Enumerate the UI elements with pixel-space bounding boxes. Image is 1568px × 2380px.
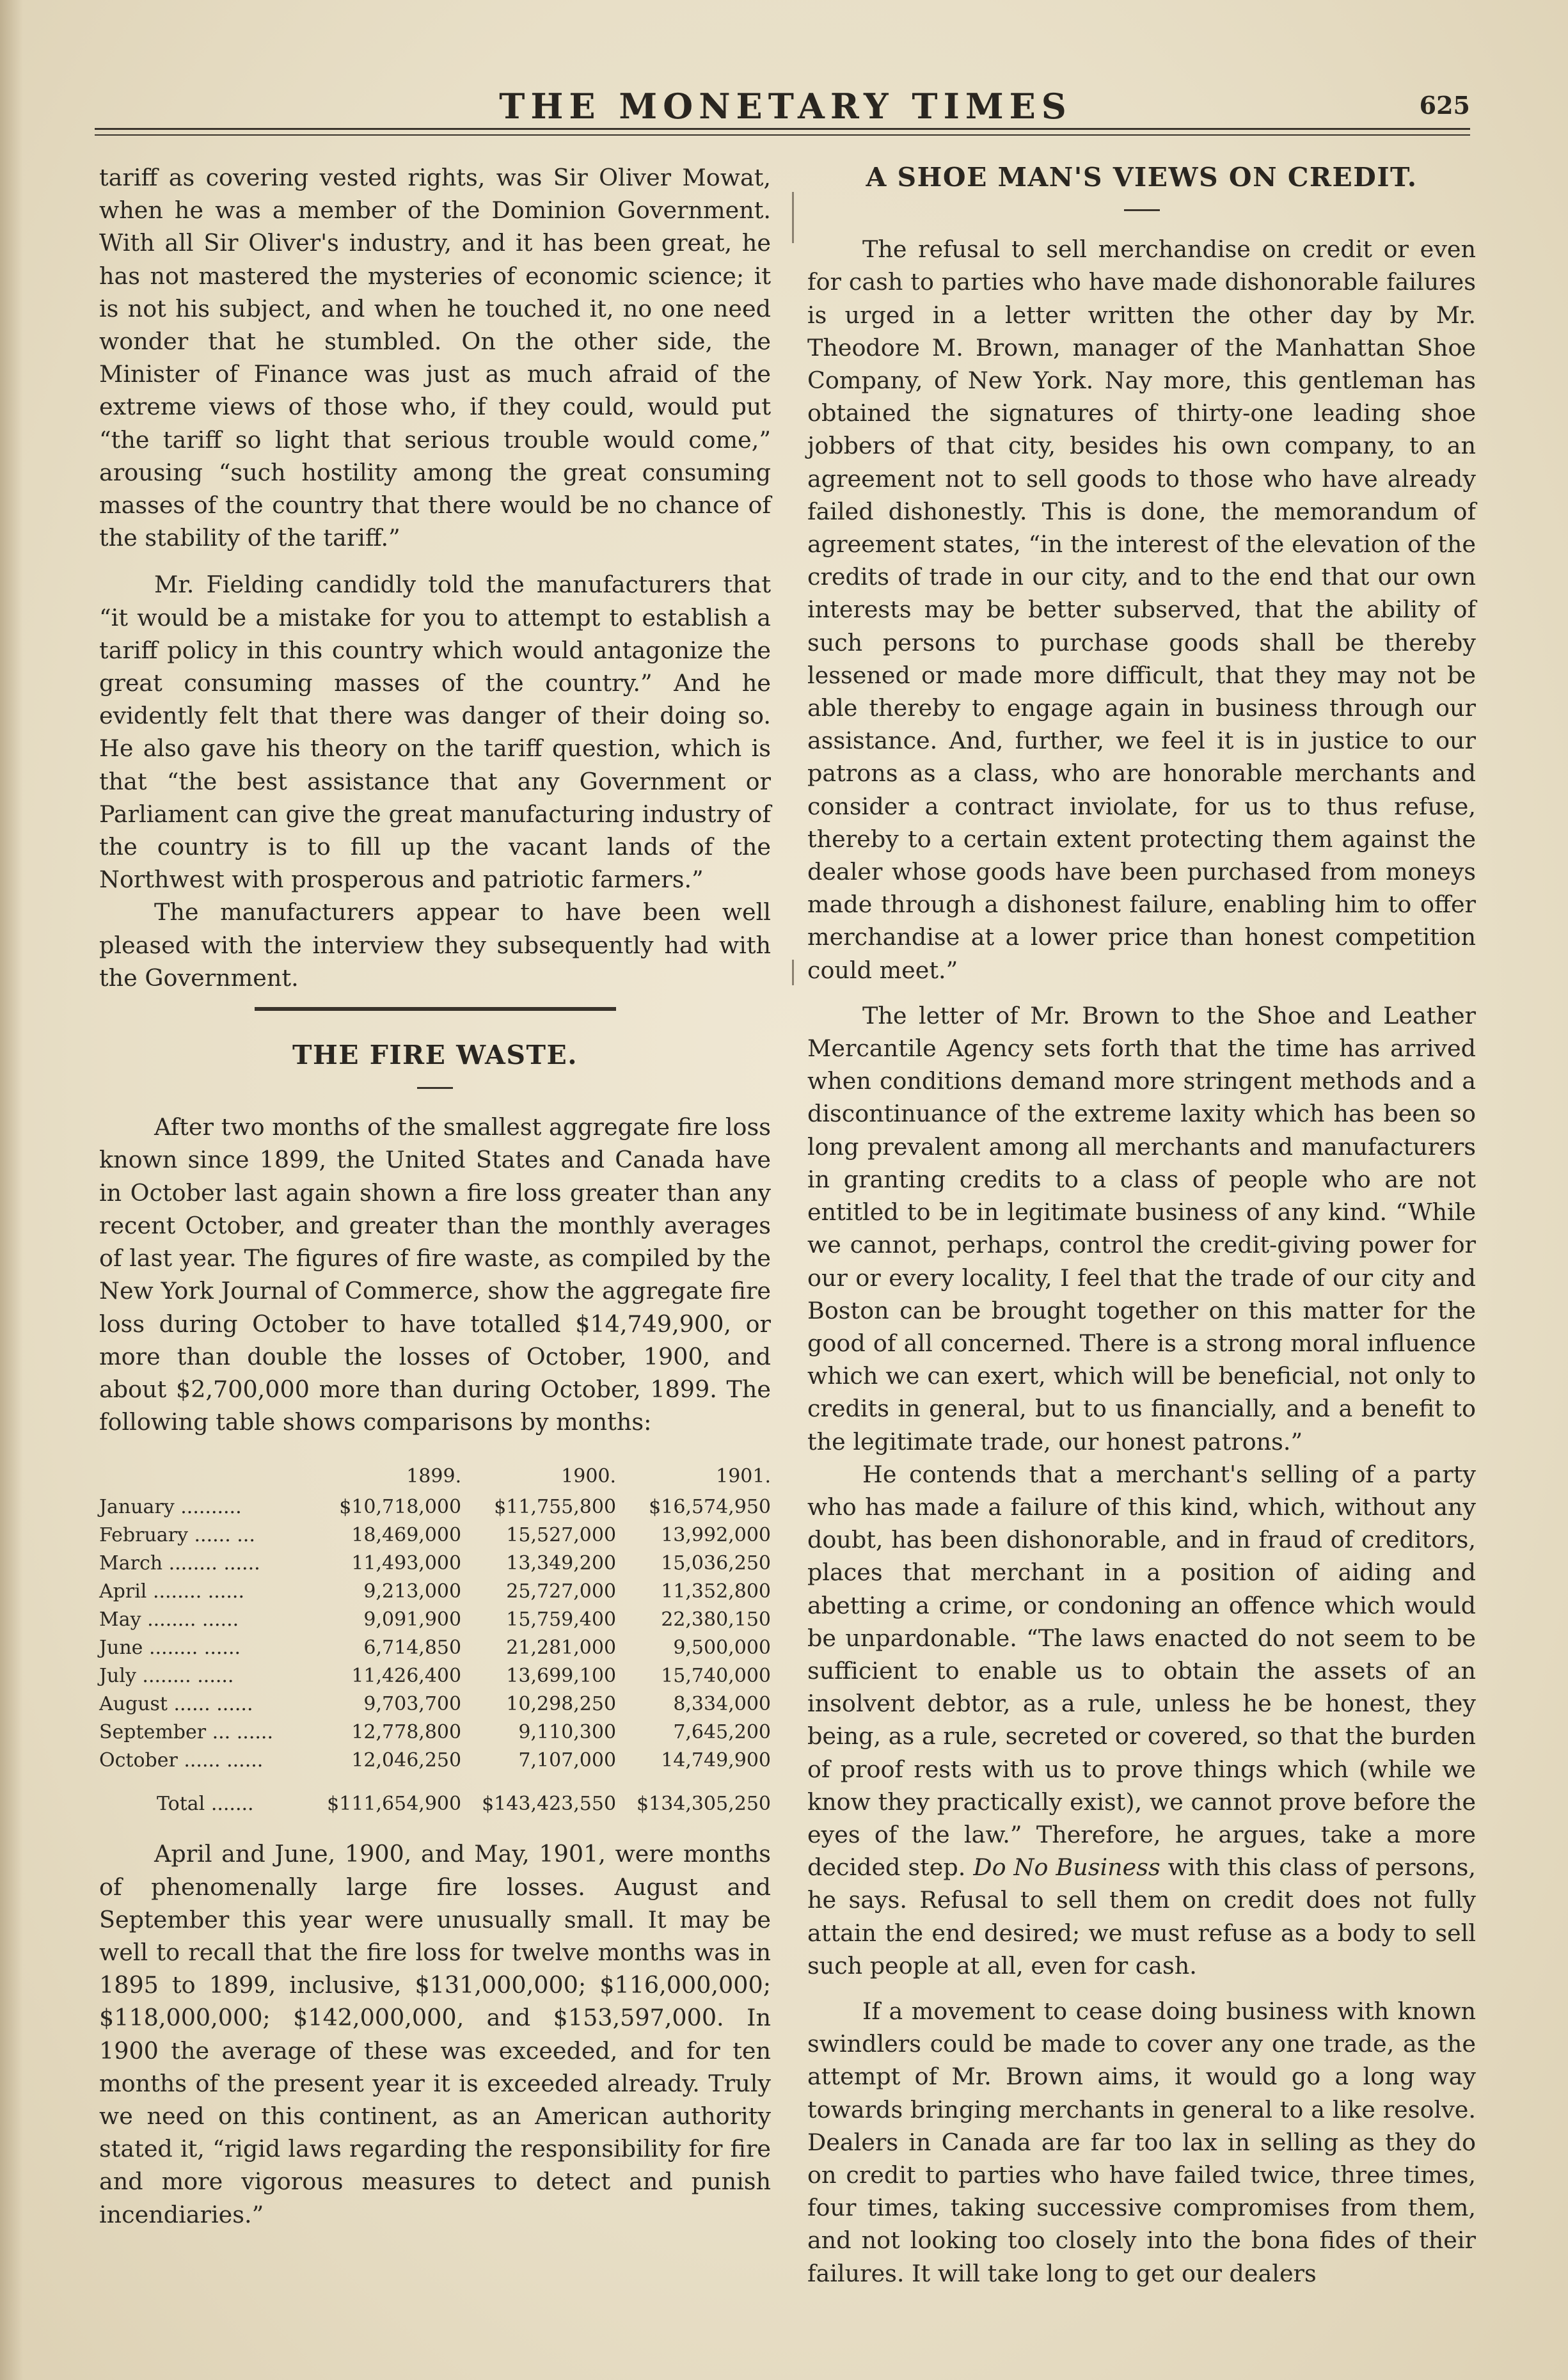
table-row <box>99 1634 771 1662</box>
page-header <box>95 84 1470 127</box>
year-header: 1899. <box>406 1465 462 1488</box>
table-row <box>99 1493 771 1521</box>
fire-waste-heading: THE FIRE WASTE. <box>292 1040 578 1071</box>
value-1901: $16,574,950 <box>649 1496 771 1519</box>
month-cell <box>99 1690 327 1718</box>
value-1901: 15,036,250 <box>661 1552 771 1575</box>
dot-leader: ........ ...... <box>162 1552 260 1575</box>
shoe-paragraph-4: If a movement to cease doing business with known swindlers could be made to cover any one trade, as the attempt of Mr. Brown aims, it would go a long way towards bringing merchants in general to a like resolve. Dealers in Canada are far too lax in selling as they do on credit to parties who have failed twice, three times, four times, taking successive compromises from them, and not looking too closely into the bona fides of their failures. It will take long to get our dealers <box>807 1997 1476 2287</box>
total-leader: ....... <box>205 1793 254 1816</box>
column-divider-mark <box>792 960 794 985</box>
month-label: March <box>99 1552 163 1575</box>
value-1900: 13,349,200 <box>506 1552 617 1575</box>
value-1900: 15,527,000 <box>506 1524 617 1547</box>
fire-loss-table <box>99 1463 771 1818</box>
value-1900: 21,281,000 <box>506 1637 617 1660</box>
value-1900: 7,107,000 <box>518 1749 617 1772</box>
month-cell <box>99 1634 327 1662</box>
manufacturers-paragraph: The manufacturers appear to have been well pleased with the interview they subsequently had with the Government. <box>99 898 771 992</box>
dot-leader: ...... ...... <box>177 1749 264 1772</box>
month-cell <box>99 1493 327 1521</box>
page-edge-shadow <box>0 0 23 2380</box>
dot-leader: ........ ...... <box>141 1608 239 1631</box>
value-1899: 6,714,850 <box>363 1637 462 1660</box>
total-1899: $111,654,900 <box>327 1793 462 1816</box>
shoe-paragraph-2: The letter of Mr. Brown to the Shoe and Leather Mercantile Agency sets forth that the time has arrived when conditions demand more stringent methods and a discontinuance of the extreme laxity which has been so long prevalent among all merchants and manufacturers in granting credits to a class of people who are not entitled to be in legitimate business of any kind. “While we cannot, perhaps, control the credit-giving power for our or every locality, I feel that the trade of our city and Boston can be brought together on this matter for the good of all concerned. There is a strong moral influence which we can exert, which will be beneficial, not only to credits in general, but to us financially, and a benefit to the legitimate trade, our honest patrons.” <box>807 1001 1476 1456</box>
table-row <box>99 1662 771 1690</box>
heading-dash <box>1124 209 1160 211</box>
value-1899: 9,091,900 <box>363 1608 462 1631</box>
shoe-credit-heading: A SHOE MAN'S VIEWS ON CREDIT. <box>866 162 1418 193</box>
do-no-business-phrase: Do No Business <box>973 1853 1160 1882</box>
table-row <box>99 1606 771 1634</box>
fielding-paragraph: Mr. Fielding candidly told the manufacturers that “it would be a mistake for you to attempt to establish a tariff policy in this country which would antagonize the great consuming masses of the country.” And he evidently felt that there was danger of their doing so. He also gave his theory on the tariff question, which is that “the best assistance that any Government or Parliament can give the great manufacturing industry of the country is to fill up the vacant lands of the Northwest with prosperous and patriotic farmers.” <box>99 571 771 894</box>
month-cell <box>99 1578 327 1606</box>
dot-leader: ...... ... <box>187 1524 255 1547</box>
value-1901: 15,740,000 <box>661 1665 771 1688</box>
month-cell <box>99 1521 327 1550</box>
table-row <box>99 1550 771 1578</box>
value-1899: 12,046,250 <box>351 1749 462 1772</box>
shoe-paragraph-1: The refusal to sell merchandise on credit or even for cash to parties who have made dishonorable failures is urged in a letter written the other day by Mr. Theodore M. Brown, manager of the Manhattan Shoe Company, of New York. Nay more, this gentleman has obtained the signatures of thirty-one leading shoe jobbers of that city, besides his own company, to an agreement not to sell goods to those who have already failed dishonestly. This is done, the memorandum of agreement states, “in the interest of the elevation of the credits of trade in our city, and to the end that our own interests may be better subserved, that the ability of such persons to purchase goods shall be thereby lessened or made more difficult, that they may not be able thereby to engage again in business through our assistance. And, further, we feel it is in justice to our patrons as a class, who are honorable merchants and consider a contract inviolate, for us to thus refuse, thereby to a certain extent protecting them against the dealer whose goods have been purchased from moneys made through a dishonest failure, enabling him to offer merchandise at a lower price than honest competition could meet.” <box>807 235 1476 984</box>
dot-leader: ........ ...... <box>136 1665 234 1688</box>
dot-leader: ... ...... <box>206 1721 273 1744</box>
year-header: 1901. <box>716 1465 771 1488</box>
value-1899: $10,718,000 <box>339 1496 462 1519</box>
month-label: April <box>99 1580 147 1603</box>
publication-title: THE MONETARY TIMES <box>499 86 1072 127</box>
value-1899: 11,493,000 <box>351 1552 462 1575</box>
month-cell <box>99 1550 327 1578</box>
month-label: October <box>99 1749 178 1772</box>
value-1900: 25,727,000 <box>506 1580 617 1603</box>
month-label: February <box>99 1524 188 1547</box>
fire-waste-paragraph: After two months of the smallest aggregate fire loss known since 1899, the United States and Canada have in October last again shown a fire loss greater than any recent October, and greater than the monthly averages of last year. The figures of fire waste, as compiled by the New York Journal of Commerce, show the aggregate fire loss during October to have totalled $14,749,900, or more than double the losses of October, 1900, and about $2,700,000 more than during October, 1899. The following table shows comparisons by months: <box>99 1113 771 1436</box>
table-row <box>99 1718 771 1747</box>
year-header: 1900. <box>561 1465 617 1488</box>
value-1901: 13,992,000 <box>661 1524 771 1547</box>
header-rule-secondary <box>95 134 1470 136</box>
dot-leader: ........ ...... <box>143 1637 241 1660</box>
right-column <box>807 161 1476 2290</box>
value-1901: 7,645,200 <box>673 1721 771 1744</box>
month-label: August <box>99 1693 168 1716</box>
value-1899: 12,778,800 <box>351 1721 462 1744</box>
shoe-paragraph-3 <box>807 1458 1476 1982</box>
column-divider-mark <box>792 192 794 243</box>
heading-dash <box>417 1087 453 1089</box>
table-total-row <box>99 1775 771 1818</box>
month-label: July <box>99 1665 136 1688</box>
page-number: 625 <box>1419 91 1470 120</box>
table-header-row <box>99 1463 771 1493</box>
value-1901: 22,380,150 <box>661 1608 771 1631</box>
value-1899: 11,426,400 <box>351 1665 462 1688</box>
value-1901: 14,749,900 <box>661 1749 771 1772</box>
month-label: January <box>99 1496 175 1519</box>
value-1901: 9,500,000 <box>673 1637 771 1660</box>
table-row <box>99 1690 771 1718</box>
left-column <box>99 161 771 2231</box>
total-label: Total <box>157 1793 205 1816</box>
month-cell <box>99 1662 327 1690</box>
dot-leader: .......... <box>174 1496 242 1519</box>
header-rule <box>95 128 1470 130</box>
value-1900: 10,298,250 <box>506 1693 617 1716</box>
value-1899: 18,469,000 <box>351 1524 462 1547</box>
value-1900: 15,759,400 <box>506 1608 617 1631</box>
total-1900: $143,423,550 <box>482 1793 617 1816</box>
value-1899: 9,703,700 <box>363 1693 462 1716</box>
value-1899: 9,213,000 <box>363 1580 462 1603</box>
month-cell <box>99 1606 327 1634</box>
month-label: September <box>99 1721 207 1744</box>
para3-text-cont: with this class of persons, he says. Refusal to sell them on credit does not fully attain the end desired; we must refuse as a body to sell such people at all, even for cash. <box>807 1853 1476 1979</box>
table-row <box>99 1747 771 1775</box>
month-label: May <box>99 1608 141 1631</box>
value-1900: 9,110,300 <box>518 1721 617 1744</box>
dot-leader: ........ ...... <box>147 1580 244 1603</box>
value-1900: $11,755,800 <box>494 1496 617 1519</box>
month-cell <box>99 1747 327 1775</box>
para3-text: He contends that a merchant's selling of a party who has made a failure of this kind, which, without any doubt, has been dishonorable, and in fraud of creditors, places that merchant in a position of aiding and abetting a crime, or condoning an offence which would be unpardonable. “The laws enacted do not seem to be sufficient to enable us to obtain the assets of an insolvent debtor, as a rule, unless he be honest, they being, as a rule, secreted or covered, so that the burden of proof rests with us to prove things which (while we know they practically exist), we cannot prove before the eyes of the law.” Therefore, he argues, take a more decided step. <box>807 1460 1476 1882</box>
tariff-paragraph: tariff as covering vested rights, was Sir Oliver Mowat, when he was a member of the Dominion Government. With all Sir Oliver's industry, and it has been great, he has not mastered the mysteries of economic science; it is not his subject, and when he touched it, no one need wonder that he stumbled. On the other side, the Minister of Finance was just as much afraid of the extreme views of those who, if they could, would put “the tariff so light that serious trouble would come,” arousing “such hostility among the great consuming masses of the country that there would be no chance of the stability of the tariff.” <box>99 164 771 552</box>
table-row <box>99 1521 771 1550</box>
section-separator <box>255 1007 616 1011</box>
fire-losses-paragraph: April and June, 1900, and May, 1901, were months of phenomenally large fire losses. August and September this year were unusually small. It may be well to recall that the fire loss for twelve months was in 1895 to 1899, inclusive, $131,000,000; $116,000,000; $118,000,000; $142,000,000, and $153,597,000. In 1900 the average of these was exceeded, and for ten months of the present year it is exceeded already. Truly we need on this continent, as an American authority stated it, “rigid laws regarding the responsibility for fire and more vigorous measures to detect and punish incendiaries.” <box>99 1840 771 2228</box>
value-1901: 11,352,800 <box>661 1580 771 1603</box>
value-1901: 8,334,000 <box>673 1693 771 1716</box>
dot-leader: ...... ...... <box>167 1693 253 1716</box>
month-label: June <box>99 1637 143 1660</box>
table-row <box>99 1578 771 1606</box>
total-1901: $134,305,250 <box>637 1793 771 1816</box>
month-cell <box>99 1718 327 1747</box>
value-1900: 13,699,100 <box>506 1665 617 1688</box>
